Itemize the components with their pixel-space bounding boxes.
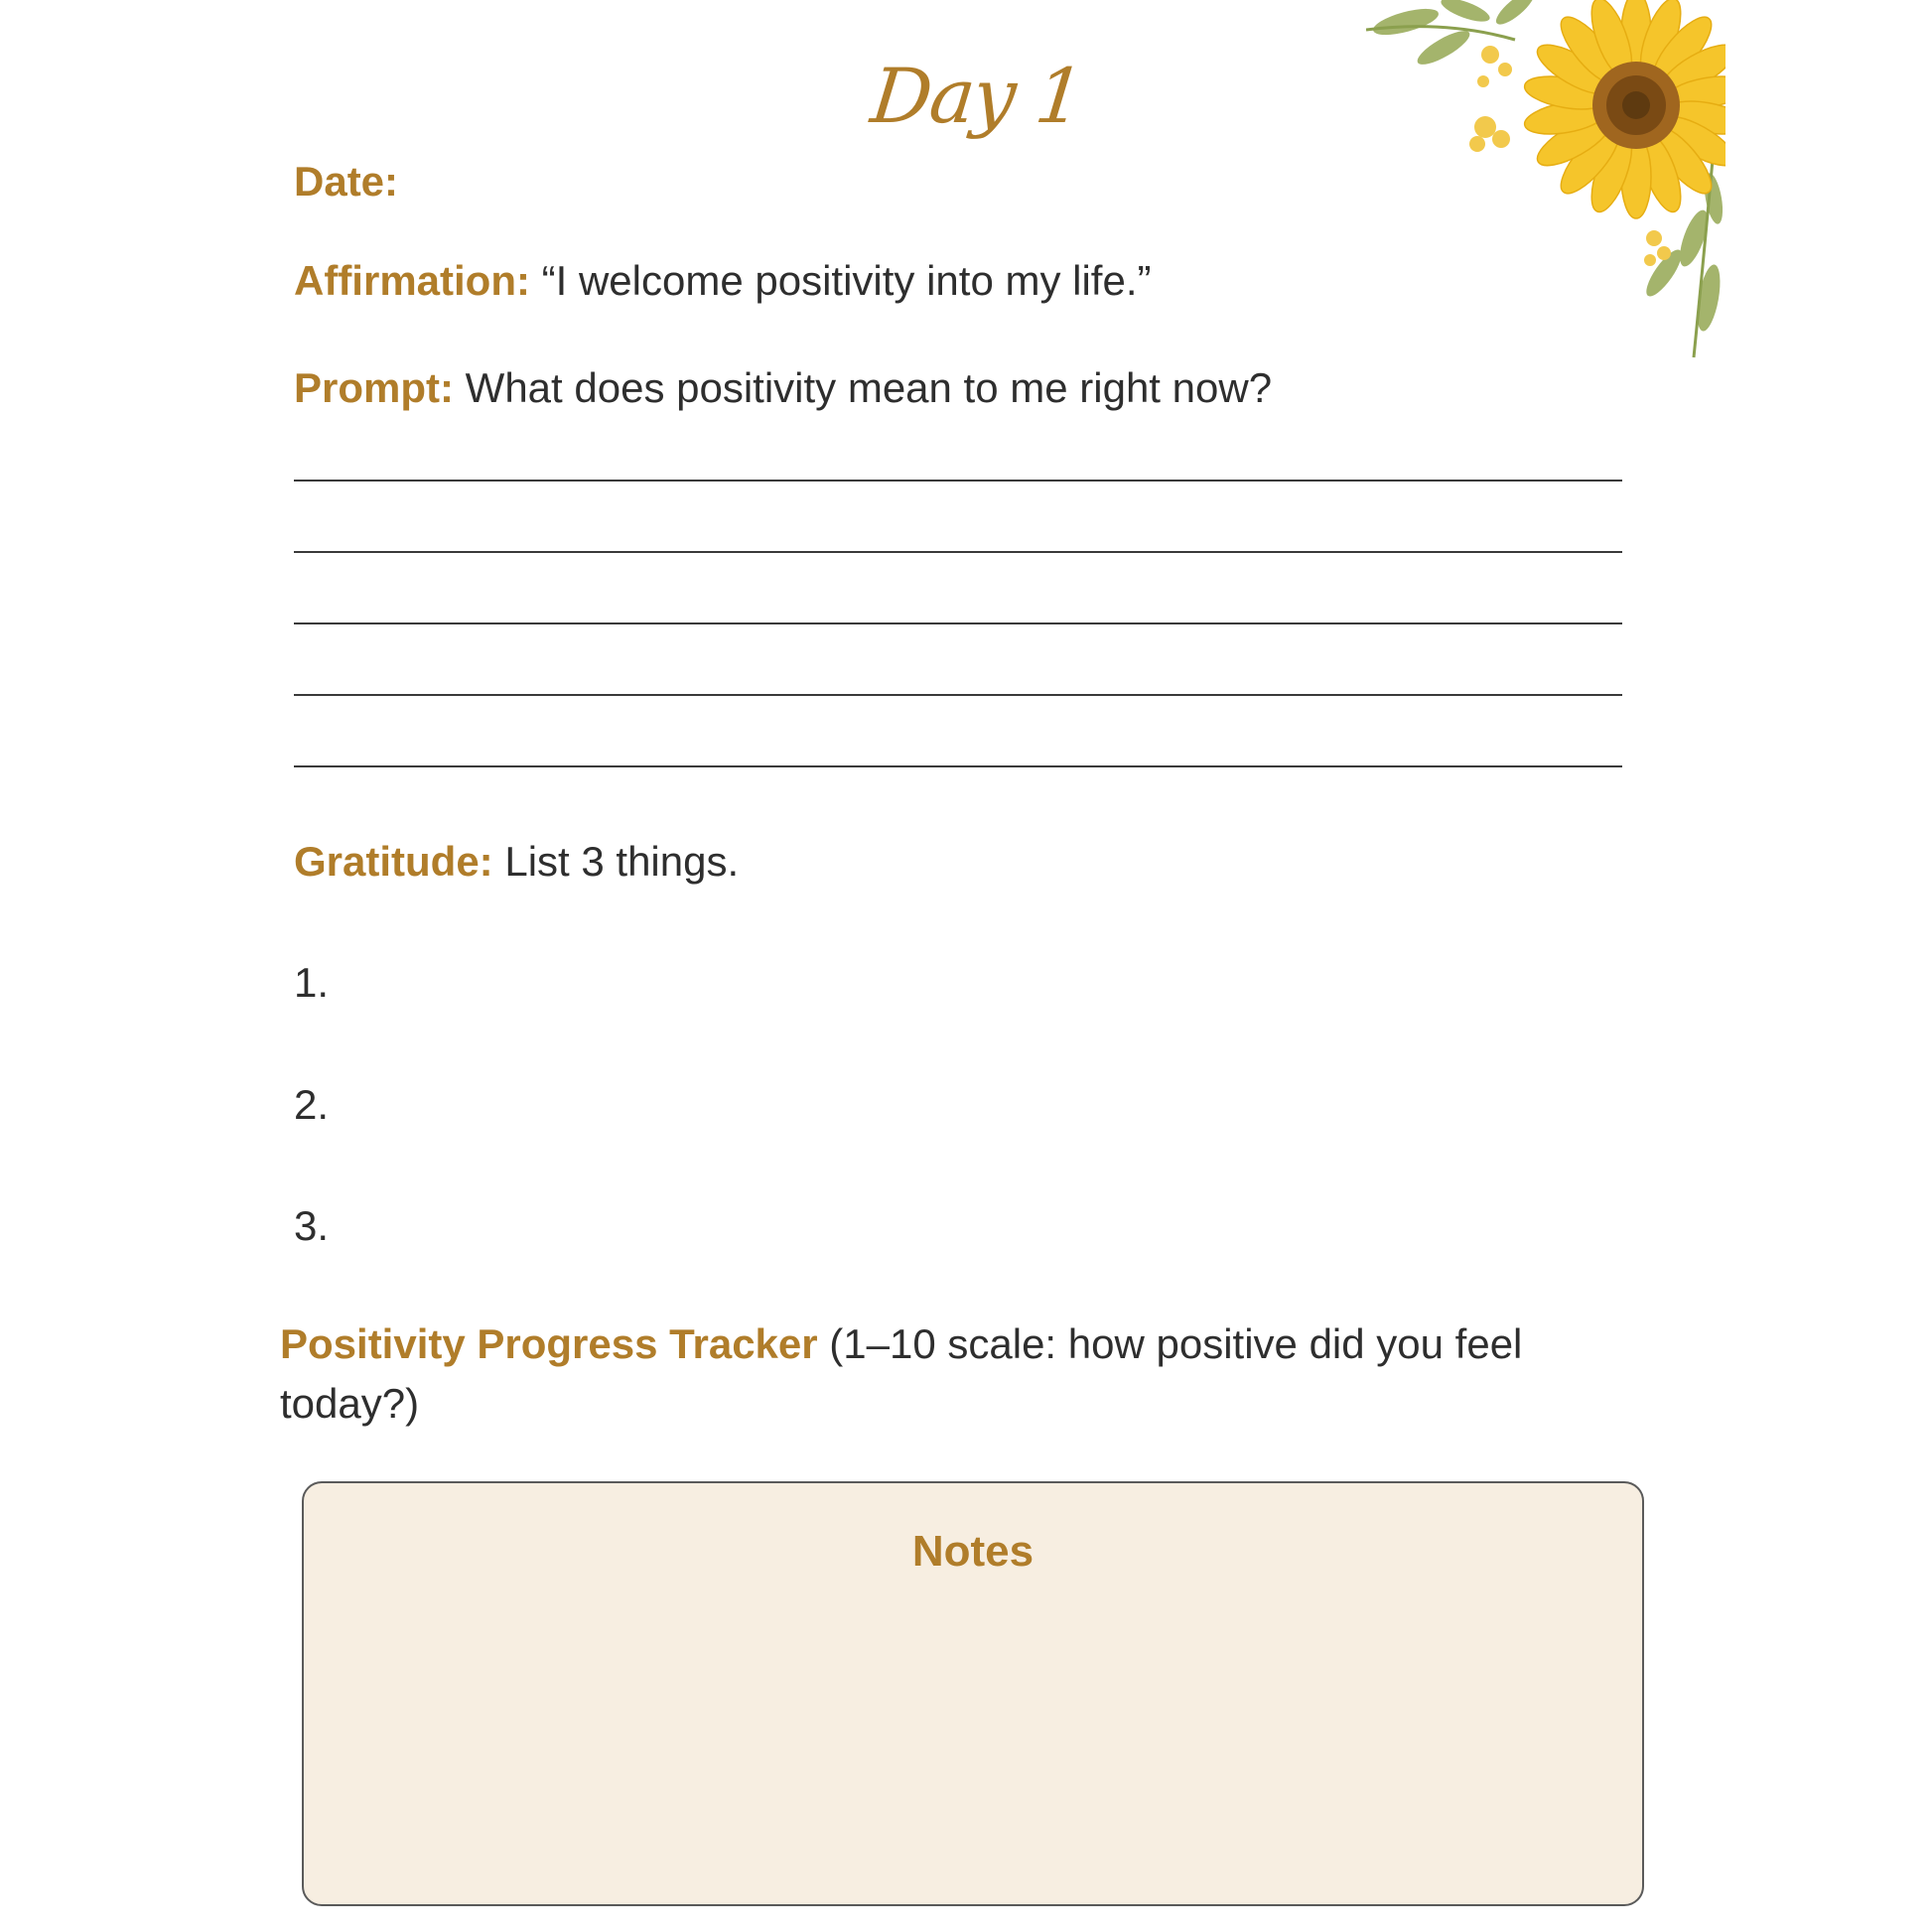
affirmation-label: Affirmation:: [294, 257, 530, 304]
gratitude-item-2[interactable]: 2.: [294, 1081, 330, 1128]
tracker-label: Positivity Progress Tracker: [280, 1320, 818, 1367]
writing-line[interactable]: [294, 765, 1622, 767]
prompt-row: [294, 363, 1272, 413]
positivity-tracker: [280, 1314, 1600, 1434]
writing-line[interactable]: [294, 480, 1622, 482]
affirmation-row: [294, 256, 1151, 306]
gratitude-item-3[interactable]: 3.: [294, 1202, 330, 1249]
prompt-text: What does positivity mean to me right now?: [465, 364, 1273, 411]
gratitude-label: Gratitude:: [294, 838, 493, 885]
notes-box[interactable]: [302, 1481, 1644, 1906]
gratitude-text: List 3 things.: [504, 838, 740, 885]
sunflower-icon: [1366, 0, 1725, 363]
notes-title: Notes: [911, 1527, 1035, 1576]
writing-line[interactable]: [294, 694, 1622, 696]
date-label: Date:: [294, 158, 399, 205]
date-row: [294, 157, 398, 207]
page-title: Day 1: [867, 52, 1087, 140]
gratitude-row: [294, 837, 739, 887]
tracker-text: (1–10 scale: how positive did you feel today?): [280, 1320, 1523, 1427]
gratitude-item-1[interactable]: 1.: [294, 959, 330, 1006]
affirmation-text: “I welcome positivity into my life.”: [541, 257, 1152, 304]
writing-line[interactable]: [294, 622, 1622, 624]
prompt-label: Prompt:: [294, 364, 454, 411]
writing-line[interactable]: [294, 551, 1622, 553]
